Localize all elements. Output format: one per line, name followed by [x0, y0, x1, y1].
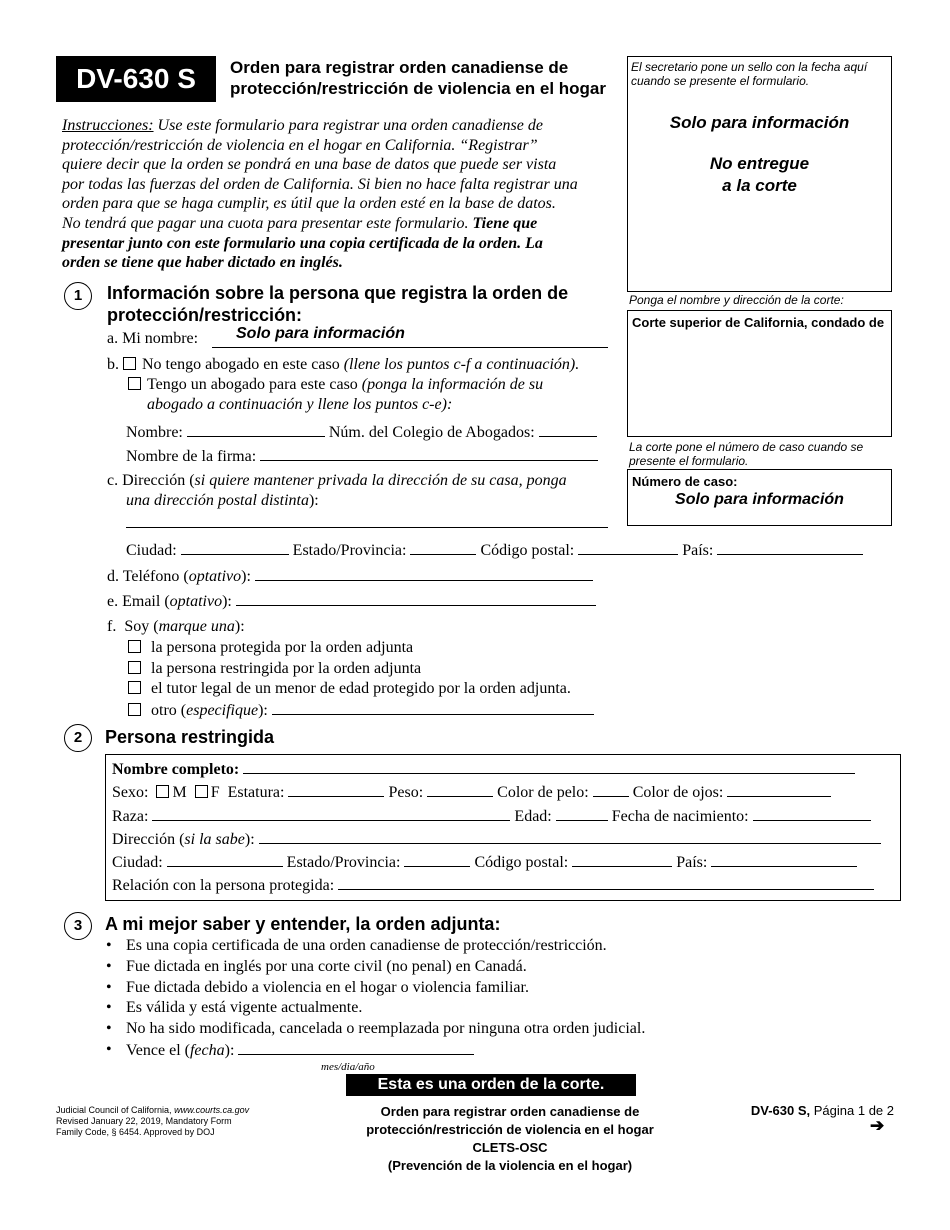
eye-color-field[interactable]: [727, 782, 831, 797]
item-e: [107, 591, 596, 611]
country-field[interactable]: [717, 540, 863, 555]
protected-person-label: la persona protegida por la orden adjunta: [151, 638, 414, 656]
relationship-label: Relación con la persona protegida:: [112, 877, 335, 895]
page-form-id: DV-630 S,: [750, 1103, 811, 1118]
other-note: especifique: [186, 702, 259, 720]
instructions-text: orden para que se haga cumplir, es útil que la orden esté en la base de datos.: [62, 195, 556, 213]
state-field[interactable]: [410, 540, 476, 555]
form-id-badge: DV-630 S: [56, 56, 216, 102]
has-lawyer-checkbox[interactable]: [128, 377, 141, 390]
court-label: Ponga el nombre y dirección de la corte:: [629, 293, 844, 307]
postal-code-field[interactable]: [578, 540, 678, 555]
list-item: • Fue dictada en inglés por una corte civil (no penal) en Canadá.: [126, 957, 645, 978]
do-not-submit-label: a la corte: [722, 176, 797, 195]
court-name: Corte superior de California, condado de: [632, 315, 885, 330]
address-note: si quiere mantener privada la dirección de su casa, ponga: [194, 472, 567, 489]
instructions-text: protección/restricción de violencia en el hogar en California. “Registrar”: [62, 136, 538, 154]
relationship-field[interactable]: [338, 875, 874, 890]
no-lawyer-label: No tengo abogado en este caso: [142, 356, 340, 373]
phone-field[interactable]: [255, 566, 593, 581]
my-name-field[interactable]: [212, 325, 608, 348]
sex-label: Sexo:: [112, 784, 149, 802]
item-f: [107, 617, 594, 722]
case-number-value: Solo para información: [675, 491, 844, 508]
other-label: ):: [258, 702, 268, 720]
birthdate-field[interactable]: [753, 806, 871, 821]
hair-color-label: Color de pelo:: [497, 784, 589, 802]
form-title: [230, 57, 606, 99]
city-field[interactable]: [181, 540, 289, 555]
email-optional: optativo: [169, 593, 223, 610]
instructions-text: No tendrá que pagar una cuota para presentar este formulario.: [62, 214, 469, 232]
phone-optional: optativo: [188, 568, 242, 585]
footer-title: [320, 1103, 700, 1175]
country-label: País:: [676, 854, 708, 872]
expiry-date-field[interactable]: [238, 1040, 474, 1055]
race-field[interactable]: [152, 806, 510, 821]
section-3-title: A mi mejor saber y entender, la orden adjunta:: [105, 914, 501, 934]
address-note: si la sabe: [184, 830, 245, 848]
clerk-stamp-box: [627, 56, 892, 292]
instructions-text: Tiene que: [472, 214, 538, 232]
restrained-postal-field[interactable]: [572, 852, 672, 867]
sex-f-label: F: [210, 784, 220, 802]
stamp-note: cuando se presente el formulario.: [631, 74, 810, 88]
phone-label: ):: [241, 568, 251, 585]
instructions-label: Instrucciones:: [62, 117, 154, 134]
bar-number-label: Núm. del Colegio de Abogados:: [328, 424, 535, 441]
footer-title-line: protección/restricción de violencia en el hogar: [366, 1122, 654, 1137]
lawyer-name-label: Nombre:: [126, 424, 183, 441]
next-page-arrow-icon: ➔: [870, 1116, 885, 1135]
list-item: • Fue dictada debido a violencia en el hogar o violencia familiar.: [126, 978, 645, 999]
guardian-label: el tutor legal de un menor de edad protegido por la orden adjunta.: [151, 680, 571, 698]
protected-person-checkbox[interactable]: [128, 640, 141, 653]
item-letter: b.: [107, 356, 119, 373]
sex-m-label: M: [172, 784, 187, 802]
has-lawyer-label: Tengo un abogado para este caso: [147, 376, 358, 393]
address-label: Dirección (: [112, 830, 185, 848]
case-note: La corte pone el número de caso cuando se: [629, 440, 864, 454]
item-d: [107, 566, 593, 586]
expiry-note: fecha: [189, 1041, 225, 1059]
page-number: [700, 1103, 894, 1118]
birthdate-label: Fecha de nacimiento:: [611, 807, 749, 825]
section-2-title: Persona restringida: [105, 727, 275, 747]
case-note: presente el formulario.: [629, 454, 749, 468]
council-name: Judicial Council of California,: [56, 1105, 172, 1115]
hair-color-field[interactable]: [593, 782, 629, 797]
item-letter: d.: [107, 568, 119, 585]
postal-code-label: Código postal:: [474, 854, 569, 872]
form-title-line: protección/restricción de violencia en el hogar: [230, 79, 607, 98]
info-only-label: Solo para información: [669, 113, 850, 132]
do-not-submit-label: No entregue: [709, 154, 810, 173]
page-count: Página 1 de 2: [813, 1103, 894, 1118]
restrained-person-checkbox[interactable]: [128, 661, 141, 674]
section-2-number: 2: [64, 724, 92, 752]
lawyer-name-row: [126, 422, 597, 442]
expiry-label: ):: [224, 1041, 235, 1059]
restrained-state-field[interactable]: [404, 852, 470, 867]
city-row: [126, 540, 863, 560]
height-field[interactable]: [288, 782, 384, 797]
section-title-line: protección/restricción:: [107, 305, 303, 325]
item-letter: f.: [107, 618, 117, 635]
date-format-hint: mes/dia/año: [321, 1061, 375, 1073]
form-title-line: Orden para registrar orden canadiense de: [230, 58, 569, 77]
guardian-checkbox[interactable]: [128, 681, 141, 694]
instructions-text: por todas las fuerzas del orden de California. Si bien no hace falta registrar una: [62, 175, 578, 193]
footer-title-line: CLETS-OSC: [472, 1140, 548, 1155]
postal-code-label: Código postal:: [480, 542, 575, 559]
role-label: Soy (: [124, 618, 159, 635]
expiry-label: Vence el (: [126, 1041, 190, 1059]
restrained-person-label: la persona restringida por la orden adjunta: [151, 659, 422, 677]
item-letter: a.: [107, 330, 119, 347]
bar-number-field[interactable]: [539, 422, 597, 437]
email-label: Email (: [122, 593, 170, 610]
race-label: Raza:: [112, 807, 149, 825]
address-field[interactable]: [126, 527, 608, 528]
my-name-value: Solo para información: [236, 325, 405, 342]
full-name-field[interactable]: [243, 759, 855, 774]
list-item: • Es válida y está vigente actualmente.: [126, 998, 645, 1019]
state-label: Estado/Provincia:: [292, 542, 407, 559]
other-checkbox[interactable]: [128, 703, 141, 716]
height-label: Estatura:: [227, 784, 285, 802]
instructions-text: Use este formulario para registrar una orden canadiense de: [157, 117, 543, 134]
no-lawyer-checkbox[interactable]: [123, 357, 136, 370]
item-a: [107, 330, 198, 348]
has-lawyer-note: abogado a continuación y llene los puntos c-e):: [147, 396, 453, 413]
code-reference: Family Code, § 6454. Approved by DOJ: [56, 1127, 215, 1137]
case-number-label: Número de caso:: [632, 474, 738, 489]
section-title-line: Información sobre la persona que registra la orden de: [107, 283, 569, 303]
state-label: Estado/Provincia:: [286, 854, 401, 872]
other-field[interactable]: [272, 700, 594, 715]
address-label: Dirección (: [122, 472, 195, 489]
item-b: [107, 355, 579, 415]
firm-name-label: Nombre de la firma:: [126, 448, 257, 465]
eye-color-label: Color de ojos:: [632, 784, 724, 802]
firm-row: [126, 446, 598, 466]
email-field[interactable]: [236, 591, 596, 606]
address-label: ):: [244, 830, 255, 848]
item-letter: c.: [107, 472, 119, 489]
stamp-note: El secretario pone un sello con la fecha aquí: [631, 60, 868, 74]
footer-title-line: (Prevención de la violencia en el hogar): [387, 1158, 633, 1173]
section-1-number: 1: [64, 282, 92, 310]
instructions-text: quiere decir que la orden se pondrá en una base de datos que puede ser vista: [62, 156, 557, 174]
lawyer-name-field[interactable]: [187, 422, 325, 437]
address-label: ):: [308, 492, 319, 509]
age-label: Edad:: [514, 807, 552, 825]
footer-left: [56, 1105, 249, 1138]
list-item: • No ha sido modificada, cancelada o reemplazada por ninguna otra orden judicial.: [126, 1019, 645, 1040]
city-label: Ciudad:: [126, 542, 177, 559]
list-item: • Es una copia certificada de una orden canadiense de protección/restricción.: [126, 936, 645, 957]
has-lawyer-note: (ponga la información de su: [361, 376, 544, 393]
name-label: Mi nombre:: [122, 330, 199, 347]
weight-field[interactable]: [427, 782, 493, 797]
sex-f-checkbox[interactable]: [195, 785, 208, 798]
footer-title-line: Orden para registrar orden canadiense de: [380, 1104, 640, 1119]
instructions-text: presentar junto con este formulario una copia certificada de la orden. La: [62, 234, 543, 252]
court-name-box[interactable]: [627, 310, 892, 437]
address-note: una dirección postal distinta: [126, 492, 309, 509]
phone-label: Teléfono (: [122, 568, 189, 585]
list-item: [126, 1040, 645, 1062]
item-letter: e.: [107, 593, 119, 610]
court-order-banner: Esta es una orden de la corte.: [346, 1074, 636, 1096]
restrained-address-field[interactable]: [259, 829, 881, 844]
restrained-city-field[interactable]: [167, 852, 283, 867]
other-label: otro (: [151, 702, 187, 720]
email-label: ):: [222, 593, 232, 610]
item-c: [107, 471, 567, 511]
role-note: marque una: [158, 618, 235, 635]
full-name-label: Nombre completo:: [112, 761, 240, 778]
age-field[interactable]: [556, 806, 608, 821]
restrained-country-field[interactable]: [711, 852, 857, 867]
section-1-title: [107, 282, 568, 326]
restrained-person-rows: [112, 758, 881, 898]
city-label: Ciudad:: [112, 854, 163, 872]
country-label: País:: [682, 542, 714, 559]
revised-date: Revised January 22, 2019, Mandatory Form: [56, 1116, 232, 1126]
no-lawyer-note: (llene los puntos c-f a continuación).: [343, 356, 580, 373]
firm-name-field[interactable]: [260, 446, 598, 461]
section-3-number: 3: [64, 912, 92, 940]
instructions: [62, 116, 622, 273]
order-facts-list: [126, 936, 645, 1062]
sex-m-checkbox[interactable]: [156, 785, 169, 798]
weight-label: Peso:: [388, 784, 424, 802]
instructions-text: orden se tiene que haber dictado en inglés.: [62, 254, 343, 272]
case-number-box[interactable]: [627, 469, 892, 526]
council-site: www.courts.ca.gov: [174, 1105, 250, 1115]
role-label: ):: [234, 618, 245, 635]
